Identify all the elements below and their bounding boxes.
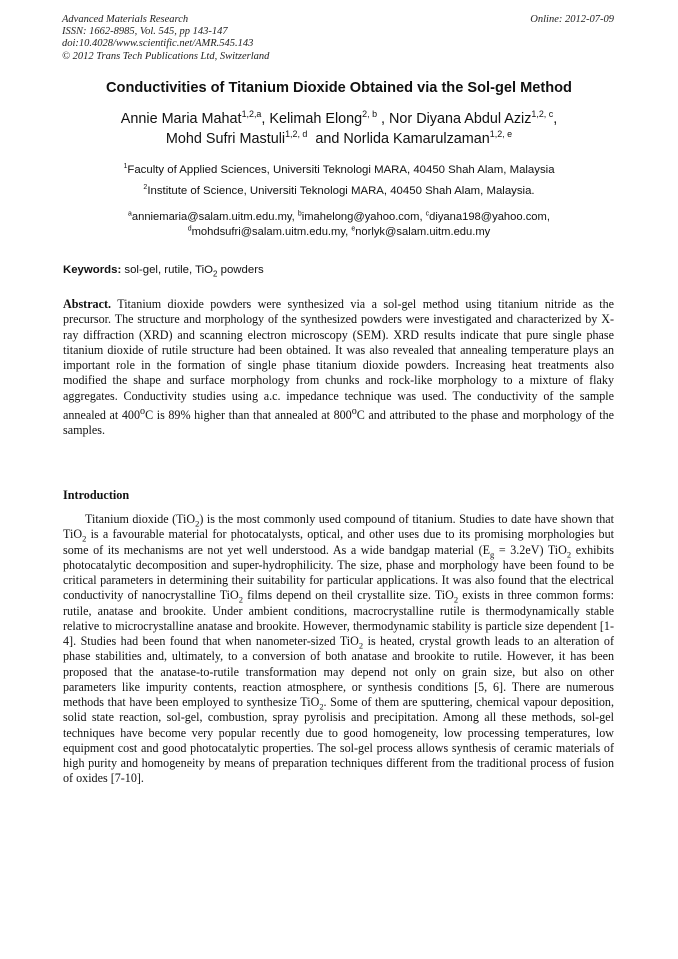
- abstract-paragraph: [63, 297, 614, 439]
- intro-text: films depend on theil crystallite size. TiO: [243, 588, 454, 603]
- email-link[interactable]: norlyk@salam.uitm.edu.my: [355, 225, 491, 238]
- author-name: Annie Maria Mahat: [120, 111, 242, 127]
- intro-text: exhibits photocatalytic decomposition and super-hydrophilicity. The size, phase and morphology have been found to be critical parameters in determining their suitability for particular applications. It was also found that the electrical conductivity of nanocrystalline TiO: [63, 542, 614, 603]
- introduction-paragraph: [63, 512, 614, 787]
- copyright-line: © 2012 Trans Tech Publications Ltd, Switzerland: [62, 50, 270, 62]
- abstract-text: Titanium dioxide powders were synthesized via a sol-gel method using titanium nitride as the precursor. The structure and morphology of the synthesized powders were investigated and characterized by X-ray diffraction (XRD) and scanning electron microscopy (SEM). XRD results indicate that pure single phase titanium dioxide of rutile structure had been obtained. It was also revealed that annealing temperature plays an important role in the formation of single phase titanium dioxide powders. Increasing heat treatments also modified the shape and surface morphology from chunks and rock-like morphology to a mixture of flaky aggregates. Conductivity studies using a.c. impedance technique was used. The conductivity of the sample annealed at 400: [63, 297, 614, 423]
- degree-mark: o: [140, 406, 146, 418]
- affiliation-1: [0, 164, 678, 176]
- author-affiliation-mark: 1,2, e: [489, 129, 513, 140]
- subscript: 2: [238, 594, 243, 605]
- affiliation-mark: 2: [143, 184, 148, 192]
- affiliation-text: Faculty of Applied Sciences, Universiti Teknologi MARA, 40450 Shah Alam, Malaysia: [127, 164, 555, 176]
- author-name: Mohd Sufri Mastuli: [165, 131, 286, 147]
- keywords-text: sol-gel, rutile, TiO: [121, 264, 214, 276]
- email-mark: c: [425, 210, 430, 218]
- journal-name: Advanced Materials Research: [62, 14, 189, 25]
- email-mark: b: [297, 210, 302, 218]
- email-mark: d: [187, 224, 192, 232]
- keywords-label: Keywords:: [63, 264, 122, 276]
- subscript: 2: [566, 548, 572, 559]
- email-mark: e: [351, 224, 356, 232]
- email-link[interactable]: diyana198@yahoo.com,: [429, 211, 550, 223]
- author-affiliation-mark: 1,2,a: [241, 109, 262, 120]
- abstract-text: C is 89% higher than that annealed at 800: [145, 408, 352, 423]
- email-mark: a: [128, 210, 132, 218]
- abstract-label: Abstract.: [63, 297, 112, 311]
- intro-text: . Some of them are sputtering, chemical vapour deposition, solid state reaction, sol-gel, combustion, spray pyrolisis and precipitation. Among all these methods, sol-gel techniques have become very popular recently due to good homogeneity, low processing temperatures, low equipment cost and good photocatalytic properties. The sol-gel process allows synthesis of ceramic materials of high purity and homogeneity by means of preparation techniques different from the traditional process of fusion of oxides [7-10].: [63, 695, 614, 786]
- author-name: Nor Diyana Abdul Aziz: [389, 111, 532, 127]
- subscript: 2: [358, 640, 364, 651]
- doi-line: doi:10.4028/www.scientific.net/AMR.545.143: [62, 38, 254, 50]
- subscript: 2: [453, 594, 459, 605]
- affiliation-mark: 1: [123, 163, 128, 171]
- abstract-text: C and attributed to the phase and morphology of the samples.: [63, 408, 615, 438]
- keywords-line: [63, 264, 264, 279]
- author-list: Annie Maria Mahat$^{1,2,a}$, Kelimah Elong$^{2, b}$ , Nor Diyana Abdul Aziz$^{1,2, c}$, Mohd Sufri Mastuli$^{1,2, d}$ and Norlida Kamarulzaman$^{1,2, e}$: [120, 109, 558, 147]
- author-name: Kelimah Elong: [269, 111, 363, 127]
- online-date: Online: 2012-07-09: [530, 14, 614, 25]
- intro-text: Titanium dioxide (TiO: [85, 512, 196, 526]
- email-link[interactable]: imahelong@yahoo.com,: [301, 211, 423, 223]
- email-link[interactable]: mohdsufri@salam.uitm.edu.my,: [191, 225, 349, 238]
- author-affiliation-mark: 1,2, d: [285, 129, 308, 140]
- section-heading-introduction: Introduction: [63, 488, 130, 502]
- journal-meta: [62, 14, 269, 63]
- intro-text: is heated, crystal growth leads to an alteration of phase stabilities and, ultimately, to a conversion of both anatase and brookite to rutile. However, it has been proposed that the anatase-to-rutile transformation may depend not only on grain size, but also on other parameters like impurity contents, reaction atmosphere, or synthesis conditions [5, 6]. There are numerous methods that have been employed to synthesize TiO: [63, 634, 615, 709]
- email-link[interactable]: anniemaria@salam.uitm.edu.my,: [131, 211, 295, 223]
- intro-text: ) is the most commonly used compound of titanium. Studies to date have shown that TiO: [63, 512, 614, 542]
- degree-mark: o: [351, 406, 357, 418]
- intro-text: exists in three common forms: rutile, anatase and brookite. Under ambient conditions, macrocrystalline rutile is thermodynamically stable relative to microcrystalline anatase and brookite. However, thermodynamic stability is particle size dependent [1-4]. Studies had been found that when nanometer-sized TiO: [63, 588, 615, 648]
- author-name: Norlida Kamarulzaman: [343, 131, 490, 147]
- subscript: 2: [82, 533, 87, 544]
- author-affiliation-mark: 2, b: [362, 109, 378, 120]
- author-affiliation-mark: 1,2, c: [531, 109, 554, 120]
- subscript: g: [490, 548, 495, 559]
- affiliation-text: Institute of Science, Universiti Teknologi MARA, 40450 Shah Alam, Malaysia.: [147, 185, 535, 197]
- intro-text: is a favourable material for photocatalysts, optical, and other uses due to its promising morphologies but some of its mechanisms are not yet well understood. As a wide bandgap material (E: [63, 527, 614, 557]
- keywords-tail: powders: [217, 264, 264, 276]
- author-conjunction: and: [315, 131, 344, 147]
- subscript: 2: [319, 701, 324, 712]
- affiliation-2: [0, 185, 678, 197]
- paper-title: Conductivities of Titanium Dioxide Obtained via the Sol-gel Method: [106, 80, 572, 96]
- subscript: 2: [195, 518, 200, 529]
- subscript: 2: [213, 269, 218, 279]
- intro-text: = 3.2eV) TiO: [494, 542, 567, 557]
- issn-line: ISSN: 1662-8985, Vol. 545, pp 143-147: [62, 26, 228, 38]
- author-emails: [40, 210, 638, 239]
